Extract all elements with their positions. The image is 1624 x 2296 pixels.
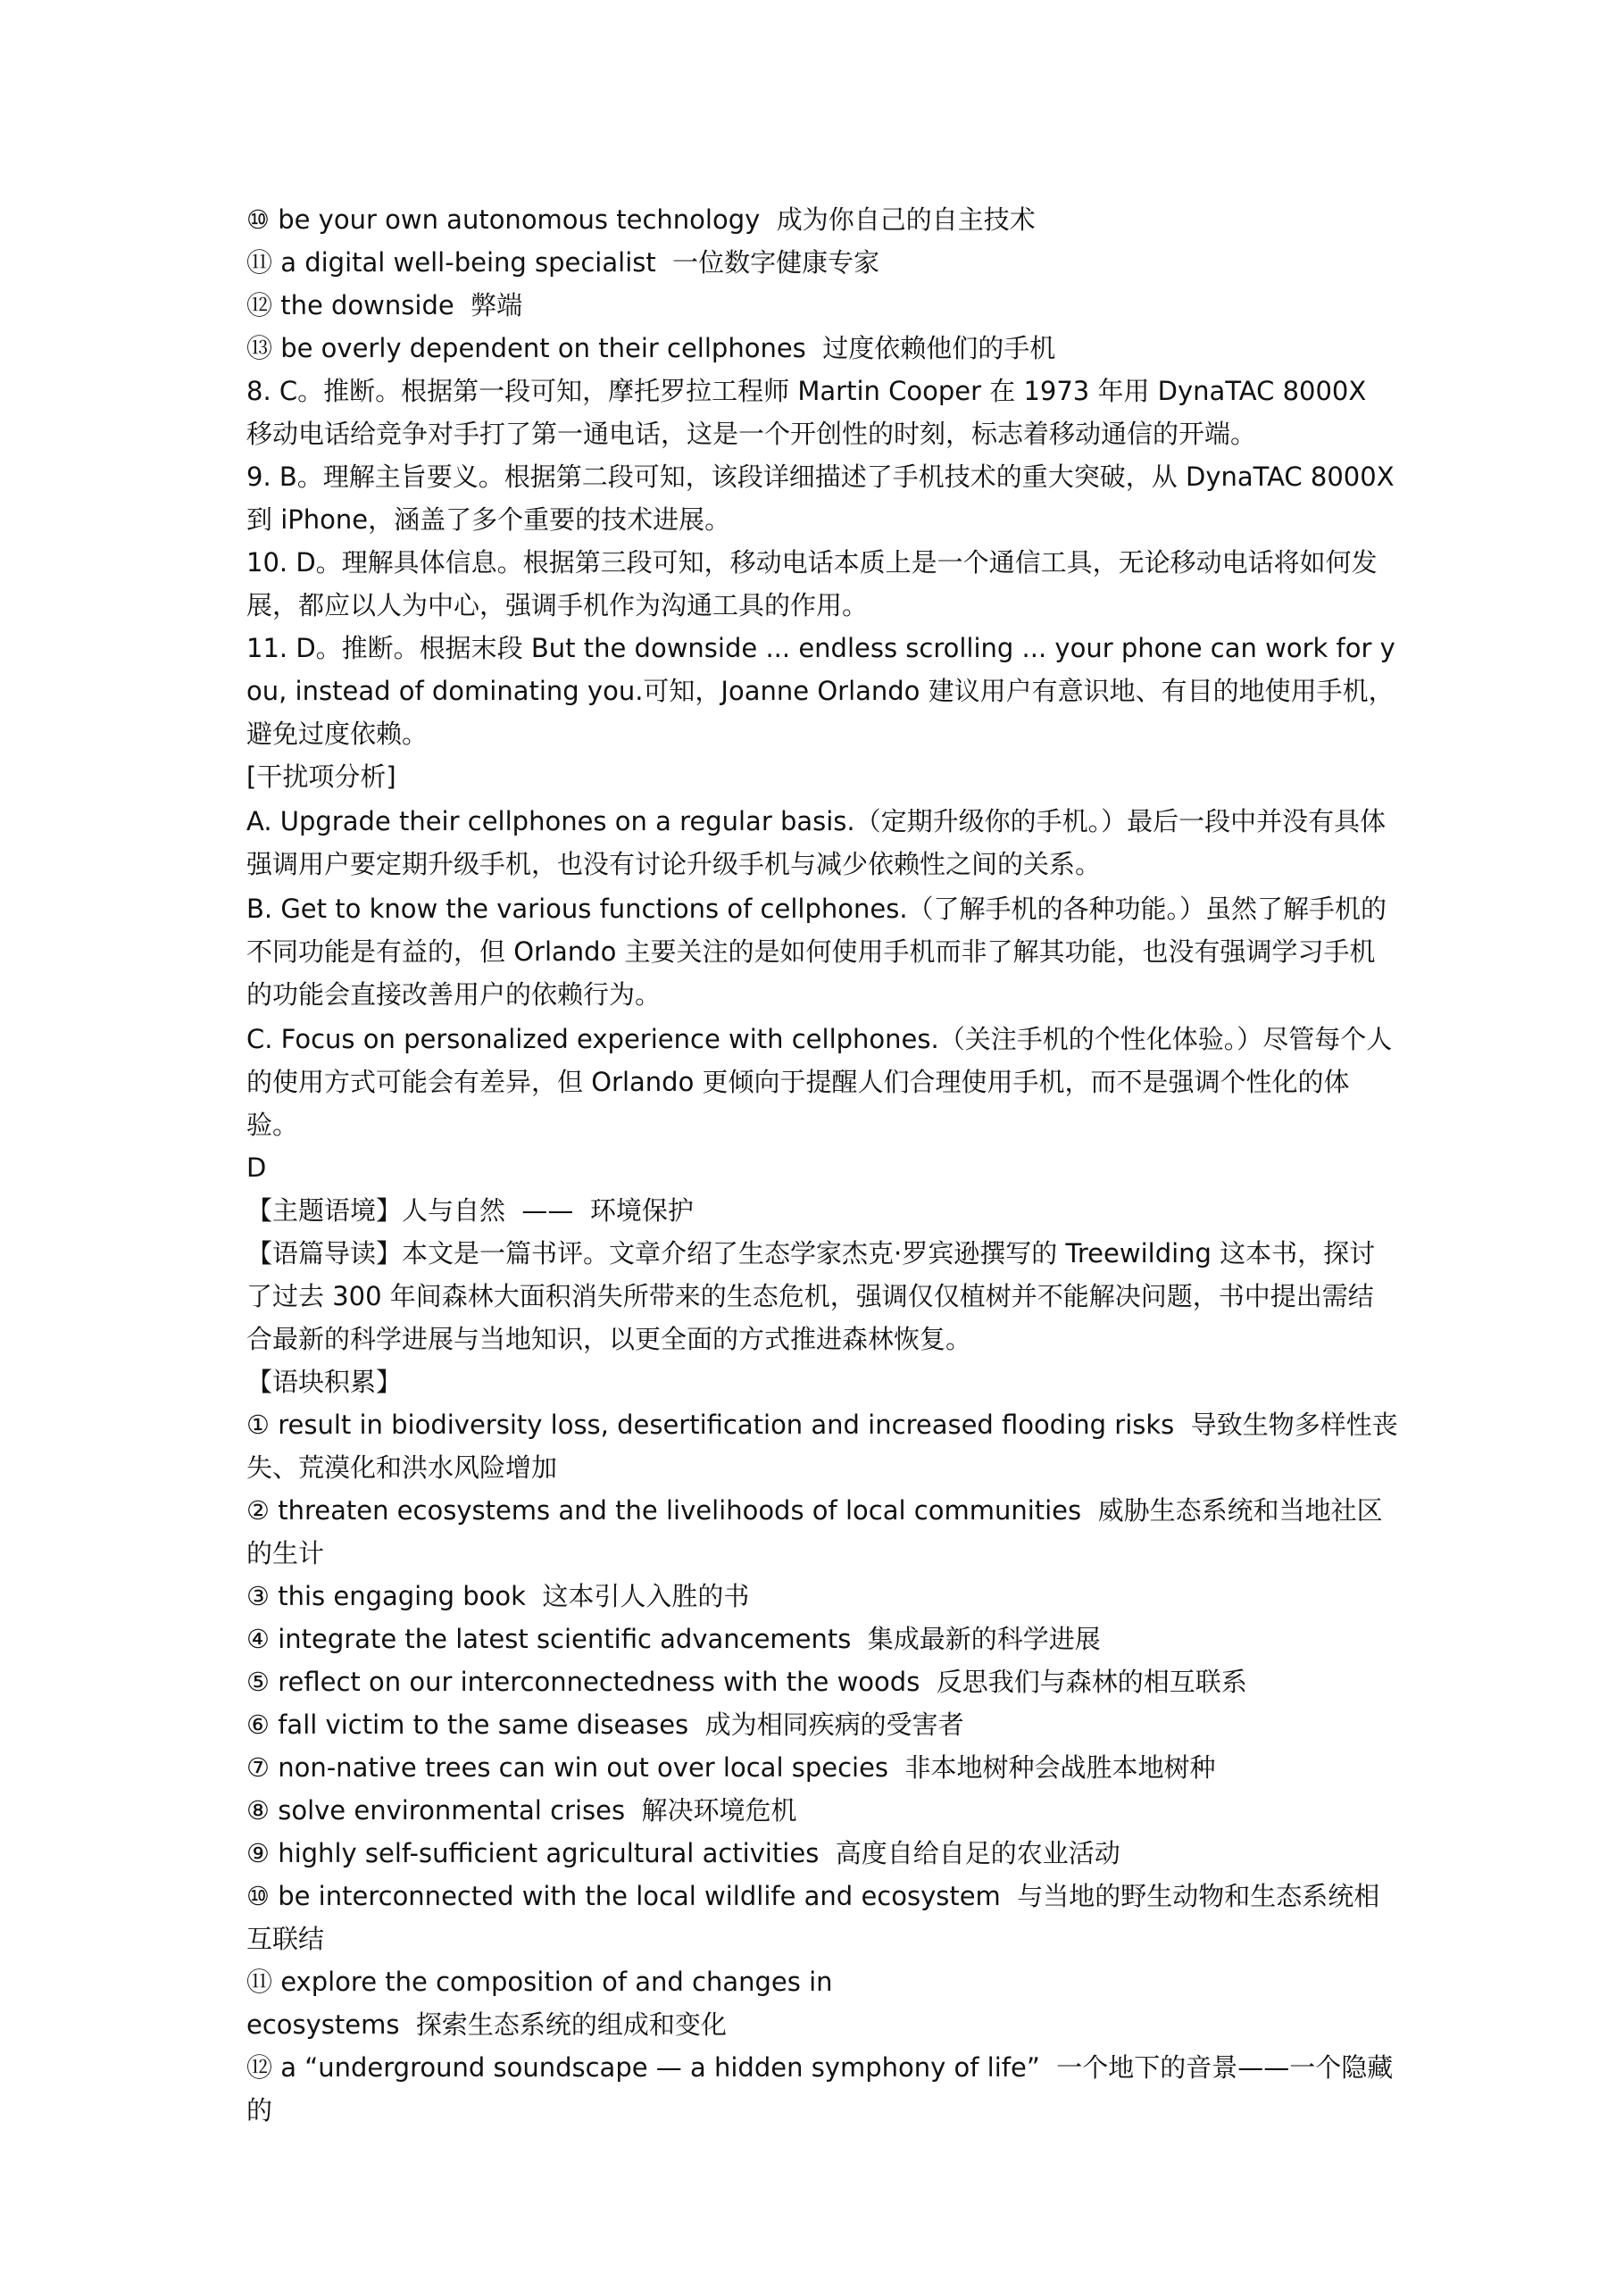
passage-guide: 【语篇导读】本文是一篇书评。文章介绍了生态学家杰克·罗宾逊撰写的 Treewilding 这本书，探讨了过去 300 年间森林大面积消失所带来的生态危机，强调仅仅植树并不能解决问题，书中提出需结合最新的科学进展与当地知识，以更全面的方式推进森林恢复。 (246, 1238, 1376, 1354)
distractor-heading: [干扰项分析] (246, 761, 396, 792)
phrase-item-9: ⑨ highly self-sufficient agricultural activities 高度自给自足的农业活动 (246, 1838, 1120, 1868)
answer-10: 10. D。理解具体信息。根据第三段可知，移动电话本质上是一个通信工具，无论移动电话将如何发展，都应以人为中心，强调手机作为沟通工具的作用。 (246, 547, 1378, 620)
phrase-item-6: ⑥ fall victim to the same diseases 成为相同疾病的受害者 (246, 1710, 964, 1740)
phrase-item-10: ⑩ be your own autonomous technology 成为你自己的自主技术 (246, 204, 1036, 235)
passage-label-d: D (246, 1152, 267, 1183)
answer-11: 11. D。推断。根据末段 But the downside ... endless scrolling ... your phone can work for you, instead of dominating you.可知，Joanne Orlando 建议用户有意识地、有目的地使用手机，避免过度依赖。 (246, 633, 1395, 749)
document-body (246, 198, 1403, 2132)
distractor-a: A. Upgrade their cellphones on a regular basis.（定期升级你的手机。）最后一段中并没有具体强调用户要定期升级手机，也没有讨论升级手机与减少依赖性之间的关系。 (246, 806, 1387, 879)
phrase-item-8: ⑧ solve environmental crises 解决环境危机 (246, 1795, 797, 1826)
phrase-item-1: ① result in biodiversity loss, desertification and increased flooding risks 导致生物多样性丧失、荒漠化和洪水风险增加 (246, 1410, 1398, 1483)
distractor-c: C. Focus on personalized experience with cellphones.（关注手机的个性化体验。）尽管每个人的使用方式可能会有差异，但 Orlando 更倾向于提醒人们合理使用手机，而不是强调个性化的体验。 (246, 1024, 1393, 1140)
phrase-item-3: ③ this engaging book 这本引人入胜的书 (246, 1581, 750, 1611)
phrase-item-7: ⑦ non-native trees can win out over local species 非本地树种会战胜本地树种 (246, 1752, 1216, 1783)
phrase-item-11b-part2: ecosystems 探索生态系统的组成和变化 (246, 2009, 727, 2040)
theme-context: 【主题语境】人与自然 —— 环境保护 (246, 1195, 694, 1226)
phrase-item-5: ⑤ reflect on our interconnectedness with the woods 反思我们与森林的相互联系 (246, 1667, 1247, 1697)
answer-8: 8. C。推断。根据第一段可知，摩托罗拉工程师 Martin Cooper 在 1973 年用 DynaTAC 8000X 移动电话给竞争对手打了第一通电话，这是一个开创性的时刻，标志着移动通信的开端。 (246, 376, 1375, 449)
phrase-item-2: ② threaten ecosystems and the livelihoods of local communities 威胁生态系统和当地社区的生计 (246, 1495, 1383, 1568)
phrase-item-11b-part1: ⑪ explore the composition of and changes in (246, 1967, 833, 1997)
phrase-item-10b: ⑩ be interconnected with the local wildlife and ecosystem 与当地的野生动物和生态系统相互联结 (246, 1881, 1380, 1954)
phrase-item-4: ④ integrate the latest scientific advancements 集成最新的科学进展 (246, 1624, 1101, 1654)
phrase-heading: 【语块积累】 (246, 1367, 403, 1397)
distractor-b: B. Get to know the various functions of cellphones.（了解手机的各种功能。）虽然了解手机的不同功能是有益的，但 Orlando 主要关注的是如何使用手机而非了解其功能，也没有强调学习手机的功能会直接改善用户的依赖行为。 (246, 894, 1387, 1010)
phrase-item-12: ⑫ the downside 弊端 (246, 290, 523, 320)
phrase-item-13: ⑬ be overly dependent on their cellphones 过度依赖他们的手机 (246, 333, 1056, 363)
phrase-item-11: ⑪ a digital well-being specialist 一位数字健康专家 (246, 247, 880, 278)
answer-9: 9. B。理解主旨要义。根据第二段可知，该段详细描述了手机技术的重大突破，从 DynaTAC 8000X 到 iPhone，涵盖了多个重要的技术进展。 (246, 462, 1403, 535)
phrase-item-12b: ⑫ a “underground soundscape — a hidden symphony of life” 一个地下的音景——一个隐藏的 (246, 2052, 1394, 2125)
